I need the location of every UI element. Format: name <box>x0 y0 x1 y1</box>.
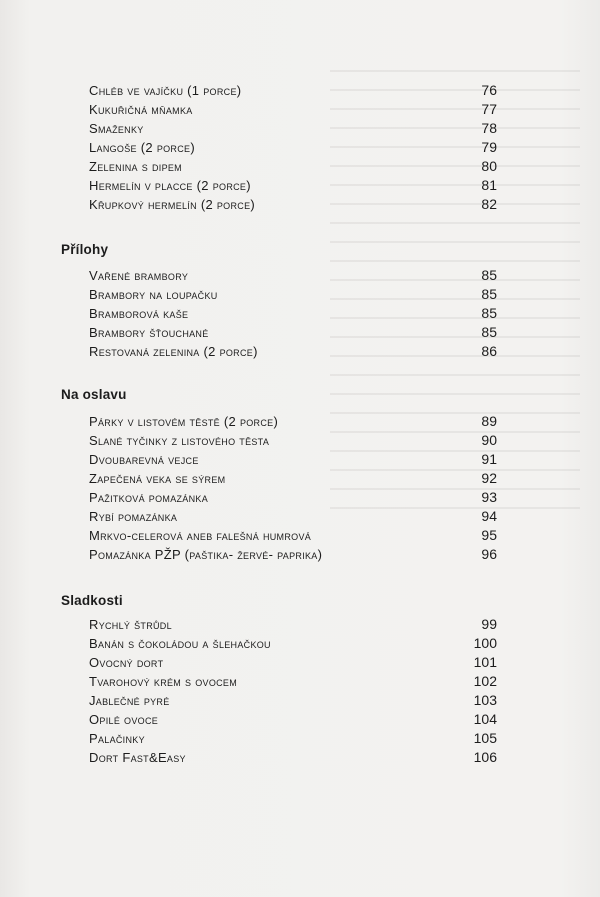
toc-entry <box>89 508 497 527</box>
toc-entry-title: Langoše (2 porce) <box>89 140 195 155</box>
toc-entry-title: Smaženky <box>89 121 144 136</box>
toc-entry-page: 82 <box>481 196 497 212</box>
toc-entry <box>89 343 497 362</box>
toc-entry <box>89 305 497 324</box>
toc-entry <box>89 546 497 565</box>
toc-entry <box>89 673 497 692</box>
toc-entry <box>89 267 497 286</box>
toc-entry-title: Palačinky <box>89 731 145 746</box>
toc-entry-page: 102 <box>473 673 497 689</box>
section-heading: Přílohy <box>61 242 109 257</box>
toc-entry <box>89 413 497 432</box>
toc-entry <box>89 730 497 749</box>
toc-entry-page: 80 <box>481 158 497 174</box>
toc-entry-title: Rybí pomazánka <box>89 509 178 524</box>
toc-entry-title: Dort Fast&Easy <box>89 750 186 765</box>
toc-entry-title: Chléb ve vajíčku (1 porce) <box>89 83 242 98</box>
toc-entry-title: Jablečné pyré <box>89 693 170 708</box>
toc-entry <box>89 101 497 120</box>
toc-entry <box>89 616 497 635</box>
toc-entry-title: Banán s čokoládou a šlehačkou <box>89 636 271 651</box>
toc-entry <box>89 196 497 215</box>
toc-entry-page: 92 <box>481 470 497 486</box>
toc-entry-title: Slané tyčinky z listového těsta <box>89 433 270 448</box>
section-heading: Sladkosti <box>61 593 123 608</box>
toc-entry-page: 91 <box>481 451 497 467</box>
toc-entry <box>89 489 497 508</box>
toc-entry <box>89 432 497 451</box>
toc-entry <box>89 451 497 470</box>
toc-entry <box>89 177 497 196</box>
toc-entry-page: 103 <box>473 692 497 708</box>
toc-entry-page: 79 <box>481 139 497 155</box>
toc-entry <box>89 286 497 305</box>
toc-entry-page: 89 <box>481 413 497 429</box>
toc-entry-page: 85 <box>481 267 497 283</box>
toc-entry-page: 94 <box>481 508 497 524</box>
toc-entry-page: 81 <box>481 177 497 193</box>
toc-entry-title: Vařené brambory <box>89 268 189 283</box>
toc-entry-title: Restovaná zelenina (2 porce) <box>89 344 258 359</box>
toc-entry-page: 85 <box>481 305 497 321</box>
toc-entry-page: 100 <box>473 635 497 651</box>
toc-entry-page: 86 <box>481 343 497 359</box>
toc-entry <box>89 692 497 711</box>
toc-entry-page: 85 <box>481 286 497 302</box>
toc-entry-page: 95 <box>481 527 497 543</box>
toc-entry-title: Rychlý štrůdl <box>89 617 172 632</box>
toc-entry-title: Ovocný dort <box>89 655 164 670</box>
toc-entry <box>89 82 497 101</box>
section-heading: Na oslavu <box>61 387 127 402</box>
toc-entry-title: Párky v listovém těstě (2 porce) <box>89 414 279 429</box>
toc-entry <box>89 120 497 139</box>
toc-entry-title: Křupkový hermelín (2 porce) <box>89 197 256 212</box>
toc-entry <box>89 635 497 654</box>
toc-entry-page: 85 <box>481 324 497 340</box>
toc-entry-title: Dvoubarevná vejce <box>89 452 199 467</box>
toc-entry-title: Tvarohový krém s ovocem <box>89 674 238 689</box>
toc-entry-page: 76 <box>481 82 497 98</box>
toc-entry-title: Zelenina s dipem <box>89 159 182 174</box>
toc-entry-title: Opilé ovoce <box>89 712 159 727</box>
toc-entry-title: Brambory šťouchané <box>89 325 209 340</box>
toc-entry <box>89 158 497 177</box>
toc-entry <box>89 654 497 673</box>
toc-entry-page: 104 <box>473 711 497 727</box>
toc-entry <box>89 527 497 546</box>
toc-entry-page: 93 <box>481 489 497 505</box>
toc-entry <box>89 324 497 343</box>
toc-entry-page: 105 <box>473 730 497 746</box>
toc-entry-page: 106 <box>473 749 497 765</box>
toc-entry-title: Kukuřičná mňamka <box>89 102 193 117</box>
toc-entry-title: Hermelín v placce (2 porce) <box>89 178 251 193</box>
toc-entry-title: Mrkvo-celerová aneb falešná humrová <box>89 528 312 543</box>
toc-entry <box>89 139 497 158</box>
toc-entry-page: 90 <box>481 432 497 448</box>
toc-entry-title: Brambory na loupačku <box>89 287 218 302</box>
toc-entry <box>89 711 497 730</box>
toc-entry-title: Bramborová kaše <box>89 306 189 321</box>
toc-entry-page: 99 <box>481 616 497 632</box>
toc-entry <box>89 470 497 489</box>
toc-entry-page: 77 <box>481 101 497 117</box>
toc-entry <box>89 749 497 768</box>
toc-entry-page: 101 <box>473 654 497 670</box>
toc-entry-page: 96 <box>481 546 497 562</box>
toc-entry-title: Pažitková pomazánka <box>89 490 208 505</box>
toc-entry-title: Zapečená veka se sýrem <box>89 471 226 486</box>
toc-entry-title: Pomazánka PŽP (paštika- žervé- paprika) <box>89 547 323 562</box>
toc-entry-page: 78 <box>481 120 497 136</box>
